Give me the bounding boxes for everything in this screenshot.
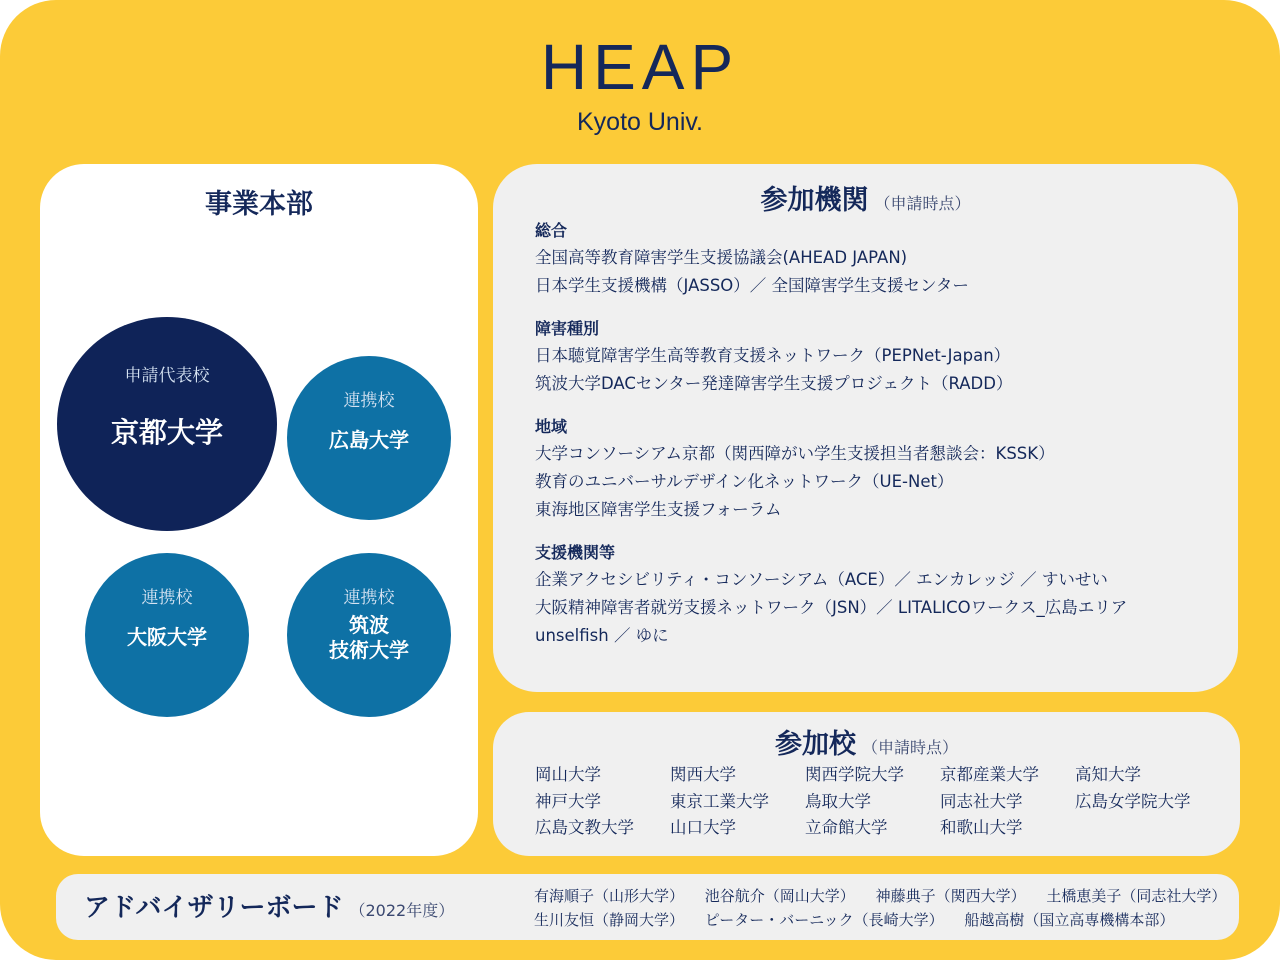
institutions-title: 参加機関 xyxy=(760,185,869,216)
institutions-title-row xyxy=(493,178,1238,217)
section-heading: 障害種別 xyxy=(535,319,600,338)
institution-line: 企業アクセシビリティ・コンソーシアム（ACE）／ エンカレッジ ／ すいせい xyxy=(535,570,1108,589)
lead-school-name: 京都大学 xyxy=(110,416,223,449)
partner-school-name: 広島大学 xyxy=(329,428,409,452)
partner-school-name-line: 筑波 xyxy=(349,613,389,637)
lead-school-role: 申請代表校 xyxy=(124,366,210,386)
school-item: 立命館大学 xyxy=(805,818,888,837)
schools-grid xyxy=(535,764,1225,840)
institution-line: unselfish ／ ゆに xyxy=(535,626,669,645)
partner-school-name: 大阪大学 xyxy=(127,625,207,649)
institution-section xyxy=(535,218,1215,300)
partner-school-role: 連携校 xyxy=(141,588,193,608)
advisory-row xyxy=(534,908,1234,932)
partner-school-circle xyxy=(287,553,451,717)
partner-school-role: 連携校 xyxy=(343,588,395,608)
partner-school-circle xyxy=(85,553,249,717)
school-item: 和歌山大学 xyxy=(940,818,1023,837)
institution-line: 日本聴覚障害学生高等教育支援ネットワーク（PEPNet-Japan） xyxy=(535,346,1011,365)
institution-line: 大学コンソーシアム京都（関西障がい学生支援担当者懇談会：KSSK） xyxy=(535,444,1055,463)
institution-section xyxy=(535,540,1215,650)
school-item: 岡山大学 xyxy=(535,765,601,784)
school-item: 高知大学 xyxy=(1075,765,1141,784)
advisory-row xyxy=(534,884,1234,908)
school-item: 神戸大学 xyxy=(535,791,601,811)
school-item: 広島文教大学 xyxy=(535,818,634,837)
advisory-members xyxy=(534,884,1234,932)
advisory-title-row xyxy=(84,887,454,924)
institutions-note: （申請時点） xyxy=(874,194,971,213)
institution-line: 日本学生支援機構（JASSO）／ 全国障害学生支援センター xyxy=(535,276,969,295)
school-item: 山口大学 xyxy=(670,818,736,837)
advisory-member: 有海順子（山形大学） xyxy=(534,887,685,905)
advisory-member: ピーター・バーニック（長崎大学） xyxy=(704,911,944,929)
partner-school-circle xyxy=(287,356,451,520)
institutions-list xyxy=(535,218,1215,666)
section-heading: 地域 xyxy=(535,417,568,436)
institution-line: 全国高等教育障害学生支援協議会(AHEAD JAPAN) xyxy=(535,248,908,267)
institution-line: 東海地区障害学生支援フォーラム xyxy=(535,500,782,519)
institution-line: 筑波大学DACセンター発達障害学生支援プロジェクト（RADD） xyxy=(535,374,1013,393)
partner-school-role: 連携校 xyxy=(343,391,395,411)
advisory-title: アドバイザリーボード xyxy=(84,893,344,923)
advisory-panel xyxy=(56,874,1239,940)
school-item: 鳥取大学 xyxy=(805,791,871,811)
lead-school-circle xyxy=(57,317,277,531)
logo-subtitle: Kyoto Univ. xyxy=(577,108,703,136)
advisory-note: （2022年度） xyxy=(349,901,455,920)
school-item: 関西学院大学 xyxy=(805,765,904,784)
school-item: 京都産業大学 xyxy=(940,765,1039,784)
school-item: 同志社大学 xyxy=(940,791,1023,811)
headquarters-title: 事業本部 xyxy=(205,189,313,220)
institutions-panel xyxy=(493,164,1238,692)
advisory-member: 池谷航介（岡山大学） xyxy=(704,887,855,905)
section-heading: 支援機関等 xyxy=(535,543,616,562)
advisory-member: 船越高樹（国立高専機構本部） xyxy=(964,911,1175,929)
school-item: 関西大学 xyxy=(670,765,736,784)
advisory-member: 神藤典子（関西大学） xyxy=(875,887,1026,905)
school-item: 東京工業大学 xyxy=(670,791,769,811)
advisory-member: 生川友恒（静岡大学） xyxy=(534,911,685,929)
schools-note: （申請時点） xyxy=(861,738,958,757)
schools-panel xyxy=(493,712,1240,856)
logo-title: HEAP xyxy=(540,31,740,103)
partner-school-name-line: 技術大学 xyxy=(329,638,409,662)
advisory-member: 土橋恵美子（同志社大学） xyxy=(1046,887,1227,905)
partner-school-name xyxy=(287,613,451,663)
school-item: 広島女学院大学 xyxy=(1075,791,1191,811)
institution-line: 教育のユニバーサルデザイン化ネットワーク（UE-Net） xyxy=(535,472,954,491)
institution-section xyxy=(535,414,1215,524)
institution-section xyxy=(535,316,1215,398)
institution-line: 大阪精神障害者就労支援ネットワーク（JSN）／ LITALICOワークス_広島エリア xyxy=(535,598,1128,617)
schools-title: 参加校 xyxy=(774,729,856,760)
schools-title-row xyxy=(493,722,1240,761)
section-heading: 総合 xyxy=(535,221,568,240)
